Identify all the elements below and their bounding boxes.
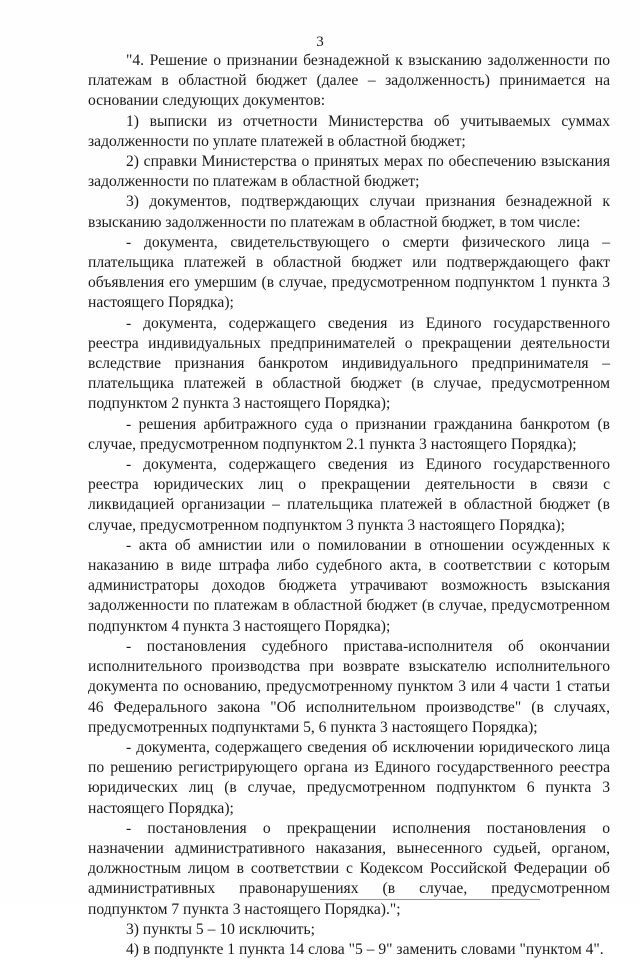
amendment-item-4: 4) в подпункте 1 пункта 14 слова "5 – 9" заменить словами "пунктом 4". xyxy=(126,940,604,958)
list-item-legal-entity-exclusion: - документа, содержащего сведения об исключении юридического лица по решению регистрирующего органа из Единого государственного реестра юридических лиц (в случае, предусмотренном подпунктом 6 пункта 3 настоящего Порядка); xyxy=(88,738,610,817)
list-item-entrepreneur-bankruptcy: - документа, содержащего сведения из Единого государственного реестра индивидуальных предпринимателей о прекращении деятельности вследствие признания банкротом индивидуального предпринимателя – плательщика платежей в областной бюджет (в случае, предусмотренном подпунктом 2 пункта 3 настоящего Порядка); xyxy=(88,314,610,413)
list-item-penalty-termination: - постановления о прекращении исполнения постановления о назначении административного наказания, вынесенного судьей, органом, должностным лицом в соответствии с Кодексом Российской Федерации об административных правонарушениях (в случае, предусмотренном подпунктом 7 пункта 3 настоящего Порядка)."; xyxy=(88,819,610,918)
list-item-amnesty-act: - акта об амнистии или о помиловании в отношении осужденных к наказанию в виде штрафа либо судебного акта, в соответствии с которым администраторы доходов бюджета утрачивают возможность взыскания задолженности по платежам в областной бюджет (в случае, предусмотренном подпунктом 4 пункта 3 настоящего Порядка); xyxy=(88,536,610,635)
list-item-arbitration-decision: - решения арбитражного суда о признании гражданина банкротом (в случае, предусмотренном подпунктом 2.1 пункта 3 настоящего Порядка); xyxy=(88,415,610,453)
amendment-item-3: 3) пункты 5 – 10 исключить; xyxy=(126,920,315,938)
list-item-bailiff-resolution: - постановления судебного пристава-исполнителя об окончании исполнительного производства при возврате взыскателю исполнительного документа по основанию, предусмотренному пунктом 3 или 4 части 1 статьи 46 Федерального закона "Об исполнительном производстве" (в случаях, предусмотренных подпунктами 5, 6 пункта 3 настоящего Порядка); xyxy=(88,637,610,736)
paragraph-item-4-intro: "4. Решение о признании безнадежной к взысканию задолженности по платежам в областной бюджет (далее – задолженность) принимается на основании следующих документов: xyxy=(88,52,610,110)
page-number: 3 xyxy=(316,34,324,50)
paragraph-subitem-2: 2) справки Министерства о принятых мерах по обеспечению взыскания задолженности по платежам в областной бюджет; xyxy=(88,153,610,191)
list-item-death-certificate: - документа, свидетельствующего о смерти физического лица – плательщика платежей в областной бюджет или подтверждающего факт объявления его умершим (в случае, предусмотренном подпунктом 1 пункта 3 настоящего Порядка); xyxy=(88,233,610,312)
page-edge-divider xyxy=(320,899,540,900)
paragraph-subitem-1: 1) выписки из отчетности Министерства об учитываемых суммах задолженности по уплате платежей в областной бюджет; xyxy=(88,112,610,150)
document-body xyxy=(88,51,610,960)
paragraph-subitem-3: 3) документов, подтверждающих случаи признания безнадежной к взысканию задолженности по платежам в областной бюджет, в том числе: xyxy=(88,193,610,231)
list-item-organization-liquidation: - документа, содержащего сведения из Единого государственного реестра юридических лиц о прекращении деятельности в связи с ликвидацией организации – плательщика платежей в областной бюджет (в случае, предусмотренном подпунктом 3 пункта 3 настоящего Порядка); xyxy=(88,456,610,534)
